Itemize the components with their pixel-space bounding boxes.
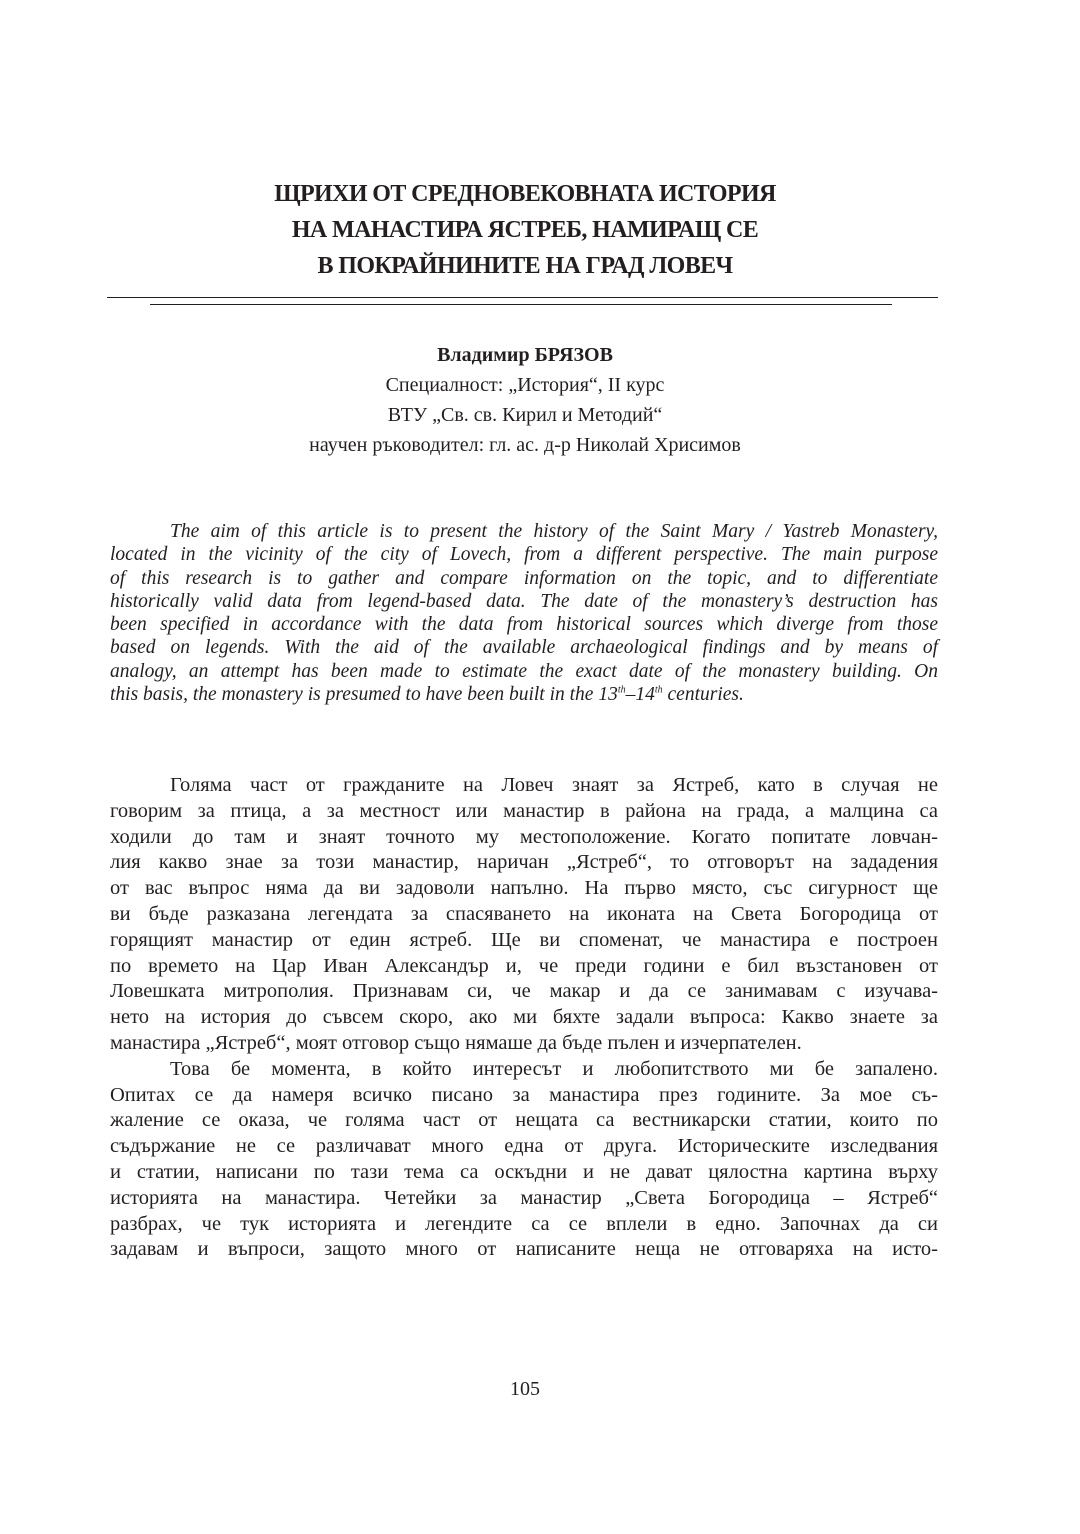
body-line: нето на история до съвсем скоро, ако ми бяхте задали въпроса: Какво знаете за [110, 1006, 938, 1029]
abstract-text: centuries. [662, 684, 744, 706]
abstract-line [110, 683, 938, 706]
body-line: съдържание не се различават много една от друга. Историческите изследвания [110, 1135, 938, 1158]
abstract-line: been specified in accordance with the data from historical sources which diverge from those [110, 614, 938, 636]
body-line: ходили до там и знаят точното му местоположение. Когато попитате ловчан- [110, 825, 938, 848]
body-line: манастира „Ястреб“, моят отговор също нямаше да бъде пълен и изчерпателен. [110, 1031, 802, 1054]
body-line: задавам и въпроси, защото много от написаните неща не отговаряха на исто- [110, 1238, 938, 1261]
abstract-text: –14 [625, 684, 655, 706]
page-number: 105 [510, 1378, 540, 1400]
body-line: по времето на Цар Иван Александър и, че преди години е бил възстановен от [110, 954, 938, 977]
title-line: ЩРИХИ ОТ СРЕДНОВЕКОВНАТА ИСТОРИЯ [274, 181, 776, 207]
abstract [110, 520, 938, 706]
body-text [110, 773, 938, 1263]
body-line: Това бе момента, в който интересът и любопитството ми бе запалено. [170, 1057, 938, 1080]
body-line: разбрах, че тук историята и легендите са се вплели в едно. Започнах да си [110, 1212, 938, 1235]
title-rule-top [107, 297, 938, 298]
title-line: НА МАНАСТИРА ЯСТРЕБ, НАМИРАЩ СЕ [291, 217, 759, 243]
body-line: Ловешката митрополия. Признавам си, че макар и да се занимавам с изучава- [110, 980, 938, 1003]
body-line: говорим за птица, а за местност или манастир в района на града, а малцина са [110, 799, 938, 822]
paragraph [110, 1057, 938, 1263]
body-line: от вас въпрос няма да ви задоволи напълно. На първо място, със сигурност ще [110, 877, 938, 900]
body-line: горящият манастир от един ястреб. Ще ви споменат, че манастира е построен [110, 928, 938, 951]
abstract-line: historically valid data from legend-based data. The date of the monastery’s destruction has [110, 590, 938, 612]
body-line: ви бъде разказана легендата за спасяването на иконата на Света Богородица от [110, 902, 938, 925]
article-title [0, 176, 1050, 284]
body-line: историята на манастира. Четейки за манастир „Света Богородица – Ястреб“ [110, 1186, 938, 1209]
body-line: Опитах се да намеря всичко писано за манастира през годините. За мое съ- [110, 1083, 938, 1106]
abstract-line: based on legends. With the aid of the available archaeological findings and by means of [110, 637, 938, 659]
superscript: th [617, 684, 626, 696]
abstract-text: this basis, the monastery is presumed to have been built in the 13 [110, 684, 618, 706]
title-line: В ПОКРАЙНИНИТЕ НА ГРАД ЛОВЕЧ [317, 253, 733, 279]
abstract-line: analogy, an attempt has been made to estimate the exact date of the monastery building. On [110, 660, 938, 682]
abstract-line: located in the vicinity of the city of Lovech, from a different perspective. The main purpose [110, 544, 938, 566]
superscript: th [654, 684, 663, 696]
author-name: Владимир БРЯЗОВ [437, 344, 613, 366]
abstract-line: of this research is to gather and compare information on the topic, and to differentiate [110, 567, 938, 589]
body-line: лия какво знае за този манастир, наричан „Ястреб“, то отговорът на зададения [110, 851, 938, 874]
body-line: и статии, написани по тази тема са оскъдни и не дават цялостна картина върху [110, 1160, 938, 1183]
title-rule-bottom [150, 304, 892, 305]
author-supervisor: научен ръководител: гл. ас. д-р Николай Хрисимов [309, 434, 741, 456]
paragraph [110, 773, 938, 1057]
author-specialty: Специалност: „История“, II курс [385, 374, 665, 396]
body-line: жаление се оказа, че голяма част от нещата са вестникарски статии, които по [110, 1109, 938, 1132]
author-block [0, 340, 1050, 460]
body-line: Голяма част от гражданите на Ловеч знаят за Ястреб, като в случая не [170, 774, 938, 796]
abstract-line: The aim of this article is to present the history of the Saint Mary / Yastreb Monastery, [170, 521, 938, 542]
author-university: ВТУ „Св. св. Кирил и Методий“ [387, 404, 663, 426]
